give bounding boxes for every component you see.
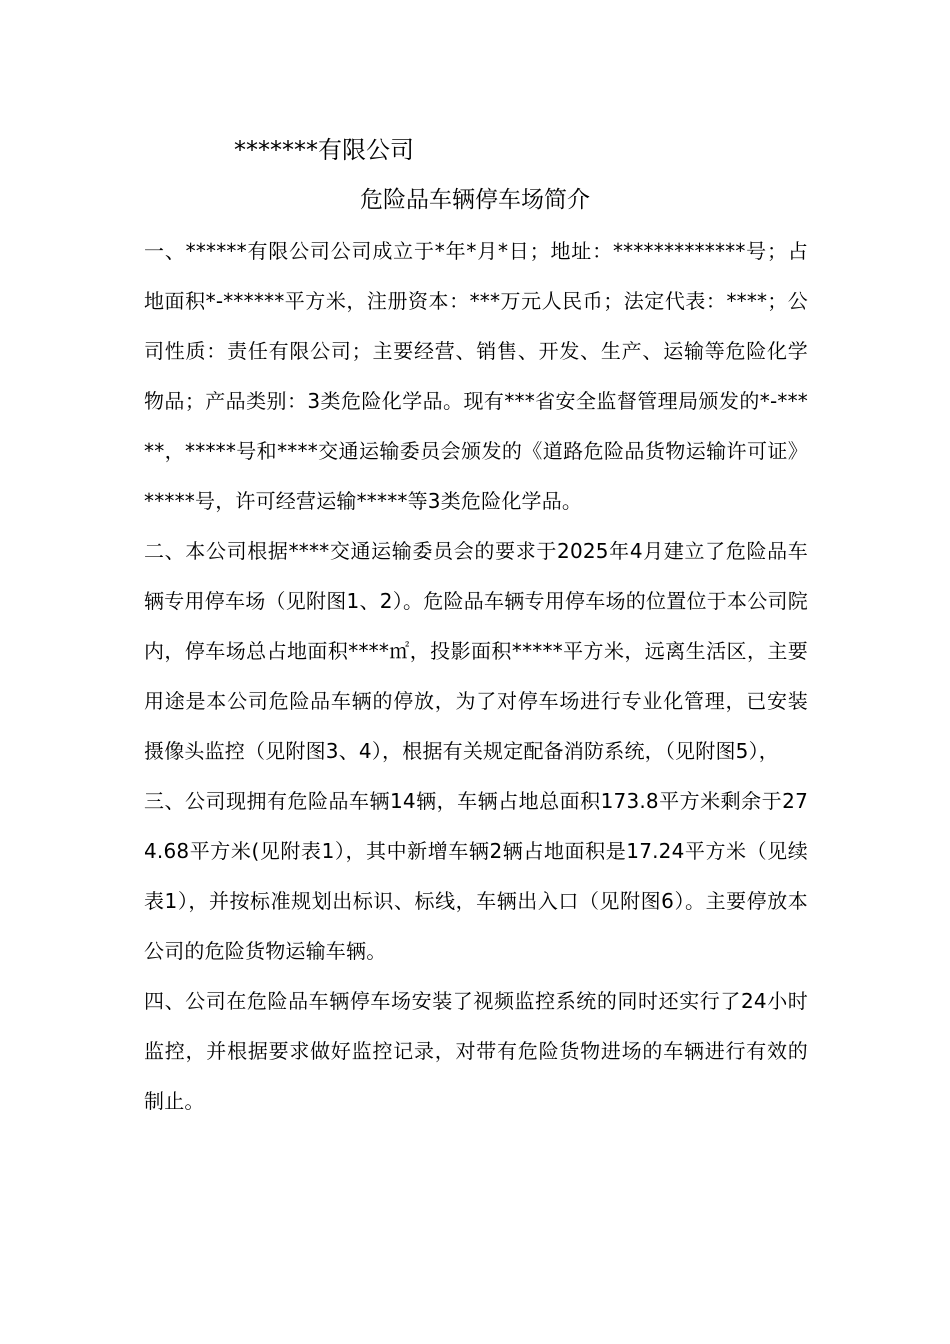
paragraph-3: 三、公司现拥有危险品车辆14辆，车辆占地总面积173.8平方米剩余于274.68平方米(见附表1），其中新增车辆2辆占地面积是17.24平方米（见续表1），并按标准规划出标识、标线，车辆出入口（见附图6）。主要停放本公司的危险货物运输车辆。 (144, 789, 808, 963)
paragraph-2: 二、本公司根据****交通运输委员会的要求于2025年4月建立了危险品车辆专用停车场（见附图1、2）。危险品车辆专用停车场的位置位于本公司院内，停车场总占地面积****㎡，投影面积*****平方米，远离生活区，主要用途是本公司危险品车辆的停放，为了对停车场进行专业化管理，已安装摄像头监控（见附图3、4），根据有关规定配备消防系统，（见附图5）， (144, 539, 808, 763)
company-name: *******有限公司 (234, 136, 414, 164)
paragraph-4: 四、公司在危险品车辆停车场安装了视频监控系统的同时还实行了24小时监控，并根据要求做好监控记录，对带有危险货物进场的车辆进行有效的制止。 (144, 989, 808, 1113)
paragraph-1: 一、******有限公司公司成立于*年*月*日；地址：*************号；占地面积*-******平方米，注册资本：***万元人民币；法定代表：****；公司性质：责任有限公司；主要经营、销售、开发、生产、运输等危险化学物品；产品类别：3类危险化学品。现有***省安全监督管理局颁发的*-*****，*****号和****交通运输委员会颁发的《道路危险品货物运输许可证》*****号，许可经营运输*****等3类危险化学品。 (144, 239, 808, 513)
document-title: 危险品车辆停车场简介 (360, 187, 590, 213)
document-body (144, 226, 808, 1126)
